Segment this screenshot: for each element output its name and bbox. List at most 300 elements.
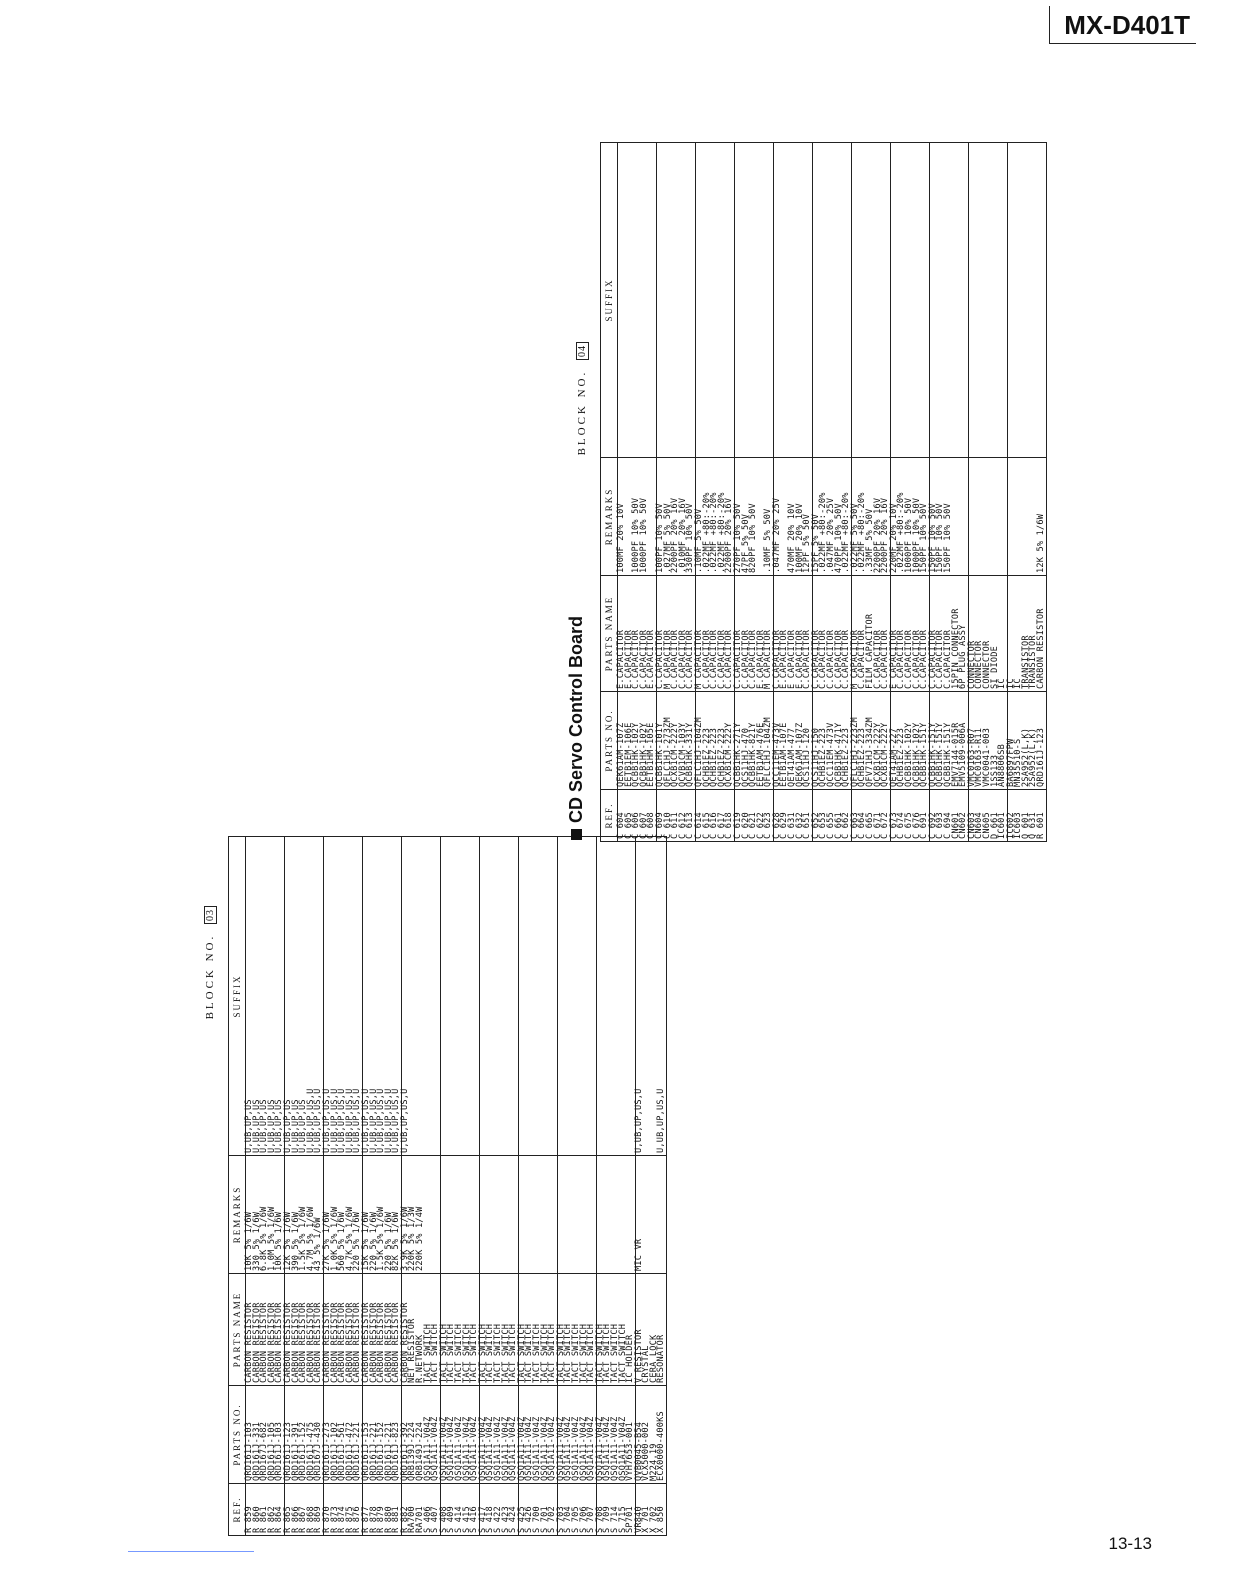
table-cell: C 694	[945, 790, 953, 842]
table-cell: 330PF 10% 50V	[687, 458, 695, 576]
table-cell: C.CAPACITOR	[921, 576, 929, 692]
table-cell: QCC11EM-473V	[773, 692, 781, 790]
table-cell: RA701	[417, 1484, 425, 1536]
table-cell	[945, 143, 953, 458]
table-cell: QRB149J-224	[417, 1386, 425, 1484]
table-cell: C 662	[843, 790, 851, 842]
table-cell: QSQ1A11-V04Z	[503, 1386, 511, 1484]
table-cell: QRD161J-152	[300, 1386, 308, 1484]
table-cell	[565, 837, 573, 1156]
table-cell: M CAPACITOR	[695, 576, 703, 692]
table-cell: RA700	[409, 1484, 417, 1536]
table-cell: C 632	[797, 790, 805, 842]
table-cell: QRD167J-682	[261, 1386, 269, 1484]
table-cell	[695, 143, 703, 458]
table-cell	[1023, 143, 1031, 458]
table-cell	[612, 837, 620, 1156]
table-cell: .027MF 5% 50V	[665, 458, 673, 576]
table-cell: C 604	[618, 790, 626, 842]
table-cell: 560 5% 1/6W	[339, 1156, 347, 1274]
table-cell: QRD161J-472	[347, 1386, 355, 1484]
table-cell: QCBB1HK-102Y	[641, 692, 649, 790]
table-cell: 270PF 10% 50V	[734, 458, 742, 576]
table-cell: SI DIODE	[992, 576, 1000, 692]
table-cell: QRD161J-391	[293, 1386, 301, 1484]
footer-rule	[128, 1551, 254, 1552]
table-cell: TACT SWITCH	[581, 1274, 589, 1386]
column-header: PARTS NO.	[601, 692, 618, 790]
table-cell: C 615	[704, 790, 712, 842]
table-cell	[665, 143, 673, 458]
table-cell: 4.7M 5% 1/6W	[308, 1156, 316, 1274]
right-parts-table	[600, 142, 1047, 842]
table-cell: QRD161J-475	[308, 1386, 316, 1484]
table-cell: 15PF 5% 50V	[812, 458, 820, 576]
table-cell: TACT SWITCH	[479, 1274, 487, 1386]
table-cell: 2SA952(L,K)	[1023, 692, 1031, 790]
table-cell: C 691	[921, 790, 929, 842]
table-cell: CONNECTOR	[984, 576, 992, 692]
table-cell	[687, 143, 695, 458]
table-cell: C 605	[626, 790, 634, 842]
table-cell: QEK61AM-107Z	[797, 692, 805, 790]
table-cell: U,UB,UP,US	[246, 837, 254, 1156]
table-cell: R 874	[339, 1484, 347, 1536]
table-cell	[425, 837, 433, 1156]
table-cell: 6P PLUG ASSY	[960, 576, 968, 692]
table-cell: C.CAPACITOR	[773, 576, 781, 692]
table-cell: QCS11HJ-470	[743, 692, 751, 790]
table-cell: M CAPACITOR	[765, 576, 773, 692]
table-cell	[1007, 143, 1015, 458]
table-cell	[471, 837, 479, 1156]
table-cell: 82K 5% 1/6W	[393, 1156, 401, 1274]
table-cell: 100MF 20% 10V	[797, 458, 805, 576]
table-cell	[448, 837, 456, 1156]
table-cell: QSQ1A11-V04Z	[510, 1386, 518, 1484]
table-cell	[898, 143, 906, 458]
table-cell: IC603	[1015, 790, 1023, 842]
table-cell: QRD167J-430	[315, 1386, 323, 1484]
column-header: REF.	[229, 1484, 246, 1536]
table-cell: TACT SWITCH	[510, 1274, 518, 1386]
table-cell: IC601	[999, 790, 1007, 842]
table-cell: U,UB,UP,US	[300, 837, 308, 1156]
table-cell: QCBB1HK-151Y	[929, 692, 937, 790]
table-cell: 100PF 10% 50V	[656, 458, 664, 576]
table-cell: QRD161J-392	[401, 1386, 409, 1484]
table-cell: CARBON RESISTOR	[371, 1274, 379, 1386]
table-cell: E.CAPACITOR	[618, 576, 626, 692]
table-cell: VMC0163-R07	[968, 692, 976, 790]
table-cell: C.CAPACITOR	[804, 576, 812, 692]
table-cell: C.CAPACITOR	[945, 576, 953, 692]
table-cell: 15PIN CONNECTOR	[953, 576, 961, 692]
table-cell: E CAPACITOR	[890, 576, 898, 692]
table-cell: C.CAPACITOR	[750, 576, 758, 692]
table-cell: S 407	[432, 1484, 440, 1536]
left-parts-table	[228, 836, 667, 1536]
table-cell: C 621	[750, 790, 758, 842]
table-cell: R 873	[332, 1484, 340, 1536]
table-cell: EMV5109-006A	[960, 692, 968, 790]
table-cell: C.CAPACITOR	[726, 576, 734, 692]
table-row	[984, 143, 992, 842]
table-cell	[518, 1156, 526, 1274]
table-cell	[968, 458, 976, 576]
table-cell: QCHB1EZ-223	[820, 692, 828, 790]
table-cell: QCXB1CM-222Y	[875, 692, 883, 790]
table-cell: IC	[1015, 576, 1023, 692]
table-cell	[612, 1156, 620, 1274]
table-cell: C.CAPACITOR	[828, 576, 836, 692]
table-cell	[890, 143, 898, 458]
table-cell	[1007, 458, 1015, 576]
table-cell: 2200PF 20% 16V	[882, 458, 890, 576]
table-cell: QSQ1A11-V04Z	[542, 1386, 550, 1484]
table-cell: CN601	[953, 790, 961, 842]
table-cell: CARBON RESISTOR	[323, 1274, 331, 1386]
table-cell: CARBON RESISTOR	[1038, 576, 1046, 692]
table-cell: QSQ1A11-V04Z	[596, 1386, 604, 1484]
table-cell: QET41AM-477	[789, 692, 797, 790]
table-cell: VMC0163-R11	[976, 692, 984, 790]
table-cell: .022MF +80:-20%	[711, 458, 719, 576]
table-cell: QCBB1HK-331Y	[687, 692, 695, 790]
table-cell	[518, 837, 526, 1156]
table-cell: R 877	[362, 1484, 370, 1536]
table-cell	[440, 1156, 448, 1274]
table-cell: E CAPACITOR	[789, 576, 797, 692]
column-header: REMARKS	[601, 458, 618, 576]
table-cell: C.CAPACITOR	[641, 576, 649, 692]
table-cell: TRANSISTOR	[1023, 576, 1031, 692]
table-cell: QSQ1A11-V04Z	[565, 1386, 573, 1484]
table-cell	[765, 143, 773, 458]
section-bullet-icon	[571, 829, 582, 840]
table-row	[643, 837, 651, 1536]
table-cell: QRD161J-561	[339, 1386, 347, 1484]
right-block-number: 04	[576, 342, 589, 360]
table-cell	[711, 143, 719, 458]
table-cell	[999, 458, 1007, 576]
table-cell: QCXB1CM-222Y	[726, 692, 734, 790]
table-cell: S 715	[620, 1484, 628, 1536]
table-cell	[656, 143, 664, 458]
table-cell: CARBON RESISTOR	[393, 1274, 401, 1386]
table-cell	[960, 458, 968, 576]
table-cell: 1000PF 10% 50V	[906, 458, 914, 576]
table-cell: C.CAPACITOR	[882, 576, 890, 692]
table-cell: QCBB1HK-102Y	[633, 692, 641, 790]
table-cell: .047MF 20% 25V	[828, 458, 836, 576]
table-cell: C 674	[898, 790, 906, 842]
table-cell: QSQ1A11-V04Z	[534, 1386, 542, 1484]
table-cell: U,UB,UP,US	[293, 837, 301, 1156]
table-cell: C 607	[641, 790, 649, 842]
table-cell	[929, 143, 937, 458]
table-cell	[867, 143, 875, 458]
table-cell	[448, 1156, 456, 1274]
table-cell: EETB1HM-105E	[648, 692, 656, 790]
table-cell: CN604	[976, 790, 984, 842]
table-cell: C 608	[648, 790, 656, 842]
table-cell: CARBON RESISTOR	[261, 1274, 269, 1386]
table-cell: 1000PF 10% 50V	[633, 458, 641, 576]
table-cell: S 423	[503, 1484, 511, 1536]
table-cell	[914, 143, 922, 458]
table-cell: QCS11HJ-150	[812, 692, 820, 790]
table-cell: C.CAPACITOR	[914, 576, 922, 692]
table-cell: CARBON RESISTOR	[339, 1274, 347, 1386]
table-cell: TACT SWITCH	[620, 1274, 628, 1386]
table-cell: S 707	[588, 1484, 596, 1536]
table-cell: C 651	[804, 790, 812, 842]
table-cell	[549, 837, 557, 1156]
table-cell: QRD161J-152	[378, 1386, 386, 1484]
table-cell: C 622	[758, 790, 766, 842]
table-cell: C 676	[914, 790, 922, 842]
table-cell: C.CAPACITOR	[937, 576, 945, 692]
table-cell: MN35510-S	[1015, 692, 1023, 790]
table-cell: QRD161J-103	[276, 1386, 284, 1484]
table-cell: U,UB,UP,US	[269, 837, 277, 1156]
table-cell: C.CAPACITOR	[680, 576, 688, 692]
table-cell	[992, 458, 1000, 576]
table-cell: .33MF 5% 50V	[867, 458, 875, 576]
table-cell: R 875	[347, 1484, 355, 1536]
table-cell: C 613	[687, 790, 695, 842]
table-cell	[581, 837, 589, 1156]
table-cell: IC	[1007, 576, 1015, 692]
table-cell: 330 5% 1/6W	[254, 1156, 262, 1274]
table-cell: C 664	[859, 790, 867, 842]
table-cell: 2200PF 20% 16V	[672, 458, 680, 576]
table-cell: 1.5K 5% 1/6W	[378, 1156, 386, 1274]
table-cell: EMV7144-015R	[953, 692, 961, 790]
table-cell: QCBB1HK-151Y	[921, 692, 929, 790]
table-cell: QSQ1A11-V04Z	[432, 1386, 440, 1484]
table-cell: AN8806SB	[999, 692, 1007, 790]
table-cell: QSQ1A11-V04Z	[557, 1386, 565, 1484]
table-cell: 4.7K 5% 1/6W	[347, 1156, 355, 1274]
table-cell: S 704	[565, 1484, 573, 1536]
left-block-number: 03	[204, 906, 217, 924]
table-cell	[992, 143, 1000, 458]
table-cell: S 422	[495, 1484, 503, 1536]
table-cell	[573, 1156, 581, 1274]
table-cell	[641, 143, 649, 458]
table-cell: QSQ1A11-V04Z	[440, 1386, 448, 1484]
table-cell	[726, 143, 734, 458]
table-cell	[588, 837, 596, 1156]
table-cell: S 406	[425, 1484, 433, 1536]
table-cell: TACT SWITCH	[487, 1274, 495, 1386]
table-cell	[906, 143, 914, 458]
model-number: MX-D401T	[1049, 6, 1196, 44]
table-cell: C 661	[836, 790, 844, 842]
table-cell: R 880	[386, 1484, 394, 1536]
table-cell	[588, 1156, 596, 1274]
table-cell: CARBON RESISTOR	[401, 1274, 409, 1386]
table-cell: 1SS133	[992, 692, 1000, 790]
table-cell: TACT SWITCH	[471, 1274, 479, 1386]
table-cell: R 869	[315, 1484, 323, 1536]
table-cell: TACT SWITCH	[448, 1274, 456, 1386]
table-cell: R 868	[308, 1484, 316, 1536]
table-cell	[976, 143, 984, 458]
column-header: SUFFIX	[601, 143, 618, 458]
table-cell: TACT SWITCH	[495, 1274, 503, 1386]
table-cell: 390 5% 1/6W	[293, 1156, 301, 1274]
table-cell: U,UB,UP,US	[254, 837, 262, 1156]
table-cell: 220K 5% 1/3W	[409, 1156, 417, 1274]
table-cell: QFLC1HJ-104ZM	[765, 692, 773, 790]
table-cell: C 623	[765, 790, 773, 842]
table-cell	[734, 143, 742, 458]
table-cell: C.CAPACITOR	[906, 576, 914, 692]
table-cell: C 610	[665, 790, 673, 842]
table-cell: TRANSISTOR	[1030, 576, 1038, 692]
table-row	[1007, 143, 1015, 842]
table-cell: TACT SWITCH	[549, 1274, 557, 1386]
table-cell: V RESISTOR	[635, 1274, 643, 1386]
table-cell: U,UB,UP,US,U	[308, 837, 316, 1156]
table-cell	[937, 143, 945, 458]
table-cell: .10MF 5% 50V	[765, 458, 773, 576]
table-cell: Q 601	[1023, 790, 1031, 842]
table-cell: R 879	[378, 1484, 386, 1536]
table-cell: 12PF 5% 50V	[804, 458, 812, 576]
table-cell: Q 631	[1030, 790, 1038, 842]
table-cell: C 671	[875, 790, 883, 842]
table-cell: C 618	[726, 790, 734, 842]
table-cell: QRD161J-221	[386, 1386, 394, 1484]
table-cell: QCHB1EZ-223	[898, 692, 906, 790]
table-cell: QCHB1EZ-223	[859, 692, 867, 790]
table-cell	[557, 1156, 565, 1274]
table-cell	[581, 1156, 589, 1274]
table-cell: 10K 5% 1/6W	[246, 1156, 254, 1274]
table-cell: QCC11EM-473V	[828, 692, 836, 790]
table-cell: 150PF 10% 50V	[937, 458, 945, 576]
table-row	[658, 837, 666, 1536]
table-cell: .022MF 5% 50V	[851, 458, 859, 576]
table-cell	[432, 1156, 440, 1274]
table-cell: R 861	[261, 1484, 269, 1536]
table-cell: C 616	[711, 790, 719, 842]
table-cell	[618, 143, 626, 458]
table-cell: U,UB,UP,US,U	[393, 837, 401, 1156]
table-cell: CARBON RESISTOR	[300, 1274, 308, 1386]
table-cell	[534, 1156, 542, 1274]
table-cell: U,UB,UP,US,U	[362, 837, 370, 1156]
table-cell: E.CAPACITOR	[648, 576, 656, 692]
table-cell: C 665	[867, 790, 875, 842]
table-cell	[953, 458, 961, 576]
table-cell: VYH7653-001	[627, 1386, 635, 1484]
table-cell: S 416	[471, 1484, 479, 1536]
table-cell	[859, 143, 867, 458]
table-cell	[658, 1156, 666, 1274]
table-cell: CARBON RESISTOR	[386, 1274, 394, 1386]
table-cell: VR840	[635, 1484, 643, 1536]
table-cell: 220K 5% 1/4W	[417, 1156, 425, 1274]
table-cell	[440, 837, 448, 1156]
table-cell: 10K 5% 1/6W	[276, 1156, 284, 1274]
table-cell	[596, 1156, 604, 1274]
table-cell	[719, 143, 727, 458]
table-cell: QFLC1HJ-223ZM	[851, 692, 859, 790]
table-cell: 470MF 20% 10V	[789, 458, 797, 576]
table-cell: QSQ1A11-V04Z	[487, 1386, 495, 1484]
table-cell: QSQ1A11-V04Z	[581, 1386, 589, 1484]
table-cell: QSQ1A11-V04Z	[612, 1386, 620, 1484]
table-cell	[620, 1156, 628, 1274]
table-cell	[510, 837, 518, 1156]
table-cell: R 864	[276, 1484, 284, 1536]
table-cell: C 652	[812, 790, 820, 842]
table-cell: QCHB1EZ-223	[843, 692, 851, 790]
table-cell: .022MF +80:-20%	[843, 458, 851, 576]
table-cell: R 601	[1038, 790, 1046, 842]
table-cell	[781, 143, 789, 458]
section-title: CD Servo Control Board	[566, 616, 587, 840]
table-cell: .047MF 20% 25V	[773, 458, 781, 576]
table-cell: C 692	[929, 790, 937, 842]
table-cell: S 701	[542, 1484, 550, 1536]
table-cell	[557, 837, 565, 1156]
table-cell	[479, 837, 487, 1156]
table-cell: E.CAPACITOR	[781, 576, 789, 692]
table-cell	[789, 143, 797, 458]
table-cell: C.CAPACITOR	[704, 576, 712, 692]
table-cell	[534, 837, 542, 1156]
table-cell	[704, 143, 712, 458]
table-cell: QSQ1A11-V04Z	[573, 1386, 581, 1484]
table-cell: C.CAPACITOR	[820, 576, 828, 692]
table-cell: S 408	[440, 1484, 448, 1536]
column-header: REMARKS	[229, 1156, 246, 1274]
table-cell: TACT SWITCH	[542, 1274, 550, 1386]
table-cell: E.CAPACITOR	[626, 576, 634, 692]
table-cell	[432, 837, 440, 1156]
table-cell: CARBON RESISTOR	[354, 1274, 362, 1386]
table-cell: QSQ1A11-V04Z	[479, 1386, 487, 1484]
table-cell	[812, 143, 820, 458]
table-cell: U,UB,UP,US,U	[354, 837, 362, 1156]
table-cell: QRD161J-823	[393, 1386, 401, 1484]
table-cell: C 606	[633, 790, 641, 842]
table-cell: QCS11HJ-120	[804, 692, 812, 790]
table-cell: TACT SWITCH	[518, 1274, 526, 1386]
table-cell: C 611	[672, 790, 680, 842]
table-cell: U,UB,UP,US,U	[323, 837, 331, 1156]
table-cell	[542, 837, 550, 1156]
table-cell: QCBB1HK-101Y	[656, 692, 664, 790]
table-cell: IC HOLDER	[627, 1274, 635, 1386]
table-cell: 6.8K 5% 1/6W	[261, 1156, 269, 1274]
table-cell: C 672	[882, 790, 890, 842]
table-cell: S 417	[479, 1484, 487, 1536]
table-cell: 220 5% 1/6W	[371, 1156, 379, 1274]
table-cell: TACT SWITCH	[588, 1274, 596, 1386]
table-cell: IC	[999, 576, 1007, 692]
column-header: PARTS NAME	[601, 576, 618, 692]
table-cell: QRD161J-123	[1038, 692, 1046, 790]
table-cell	[773, 143, 781, 458]
table-cell: S 708	[596, 1484, 604, 1536]
